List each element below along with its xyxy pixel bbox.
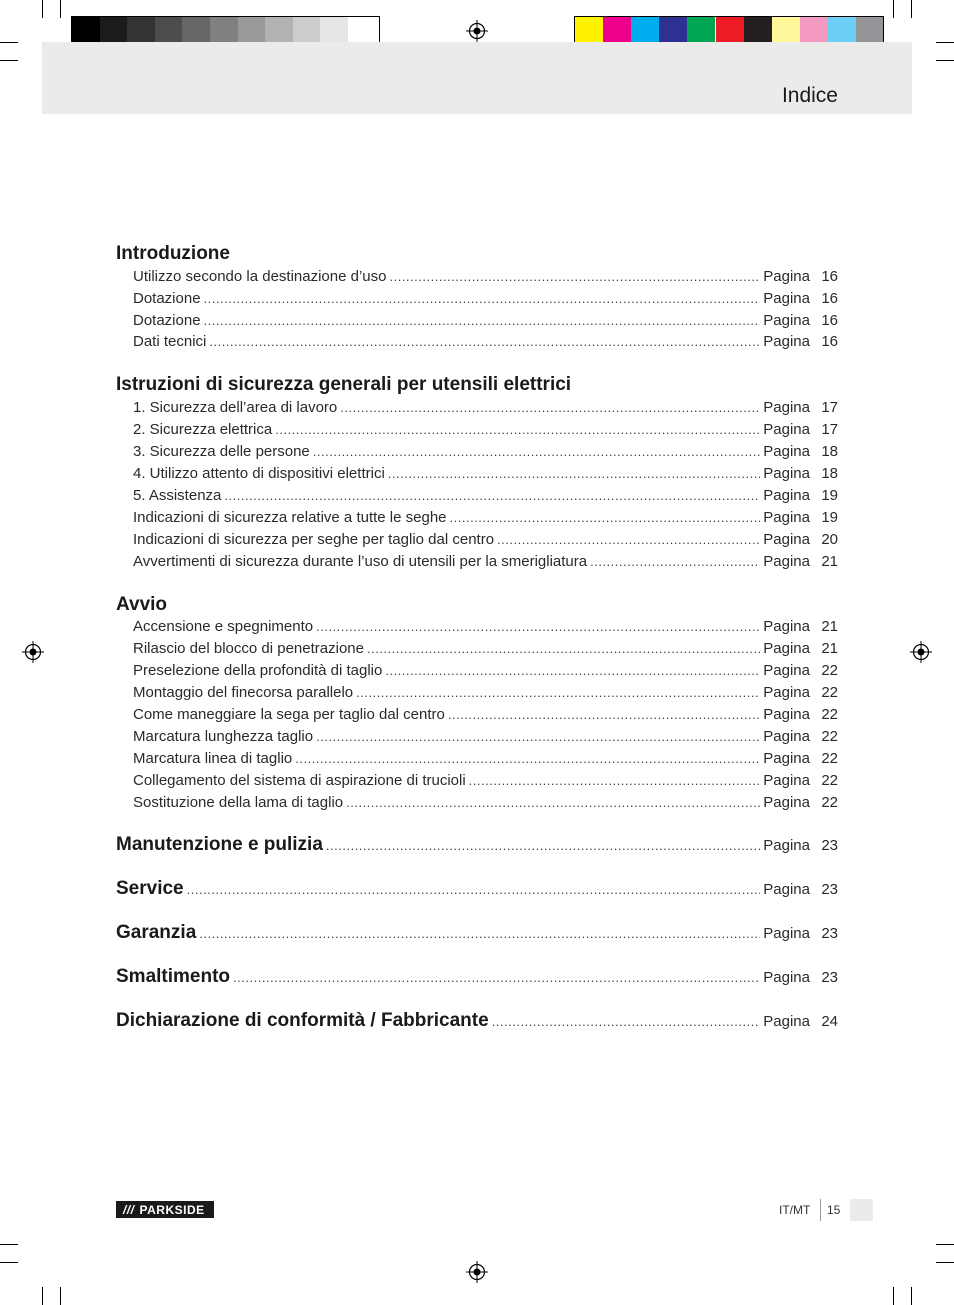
toc-row: [133, 553, 838, 573]
logo-text: PARKSIDE: [139, 1202, 205, 1217]
dot-leader: [450, 510, 761, 525]
page-title: Indice: [781, 84, 838, 107]
toc-entry-text: 3. Sicurezza delle persone: [133, 443, 310, 460]
page-ref: 23: [821, 925, 838, 942]
page-ref: 22: [821, 684, 838, 701]
page-ref: 22: [821, 728, 838, 745]
crop-mark: [42, 0, 43, 18]
registration-mark-icon: [466, 20, 488, 42]
toc-entry-text: Dati tecnici: [133, 333, 207, 351]
toc-row: [133, 268, 838, 288]
page-word: Pagina: [763, 399, 810, 416]
toc-entry-text: Collegamento del sistema di aspirazione di trucioli: [133, 772, 466, 789]
page-word: Pagina: [763, 333, 810, 351]
crop-mark: [42, 1287, 43, 1305]
toc-entry-text: 1. Sicurezza dell’area di lavoro: [133, 399, 338, 416]
page-ref: 22: [821, 794, 838, 811]
dot-leader: [204, 313, 761, 328]
footer-box: [850, 1199, 873, 1221]
crop-mark: [60, 0, 61, 18]
toc-entry-text: Manutenzione e pulizia: [116, 834, 323, 855]
crop-mark: [911, 1287, 912, 1305]
dot-leader: [316, 729, 760, 744]
section-title-introduzione: Introduzione: [116, 243, 230, 264]
logo-slashes: ///: [123, 1202, 135, 1217]
registration-mark-icon: [22, 641, 44, 663]
toc-entry-text: 4. Utilizzo attento di dispositivi elettrici: [133, 465, 385, 482]
crop-mark: [0, 1244, 18, 1245]
toc-entry-text: Marcatura lunghezza taglio: [133, 728, 314, 745]
page-ref: 20: [821, 531, 838, 548]
crop-mark: [936, 1244, 954, 1245]
page-word: Pagina: [763, 268, 810, 285]
crop-mark: [893, 0, 894, 18]
toc-entry-text: Garanzia: [116, 922, 197, 943]
toc-row: [133, 531, 838, 551]
dot-leader: [224, 488, 760, 503]
toc-row: [133, 684, 838, 704]
toc-row: [133, 772, 838, 792]
page-ref: 22: [821, 662, 838, 679]
page-word: Pagina: [763, 443, 810, 460]
section-title-sicurezza: Istruzioni di sicurezza generali per utensili elettrici: [116, 374, 572, 395]
page-ref: 21: [821, 640, 838, 657]
toc-entry-text: Service: [116, 878, 184, 899]
dot-leader: [326, 838, 760, 853]
page-ref: 24: [821, 1013, 838, 1030]
page-word: Pagina: [763, 618, 810, 635]
page-word: Pagina: [763, 662, 810, 679]
toc-entry-text: Montaggio del finecorsa parallelo: [133, 684, 354, 701]
toc-entry-text: Smaltimento: [116, 966, 231, 987]
dot-leader: [233, 970, 760, 985]
dot-leader: [316, 619, 760, 634]
crop-mark: [936, 42, 954, 43]
footer-language: IT/MT: [779, 1203, 811, 1217]
toc-entry-text: Avvertimenti di sicurezza durante l’uso di utensili per la smerigliatura: [133, 553, 588, 570]
page-word: Pagina: [763, 289, 810, 307]
page-ref: 18: [821, 443, 838, 460]
page-word: Pagina: [763, 640, 810, 657]
crop-mark: [0, 60, 18, 61]
page-ref: 16: [821, 333, 838, 351]
dot-leader: [356, 685, 760, 700]
footer-page-number: 15: [827, 1203, 841, 1217]
page-word: Pagina: [763, 925, 810, 942]
page-word: Pagina: [763, 421, 810, 438]
dot-leader: [388, 466, 761, 481]
page-ref: 21: [821, 618, 838, 635]
page-ref: 16: [821, 311, 838, 329]
toc-entry-text: Dichiarazione di conformità / Fabbricante: [116, 1010, 489, 1031]
dot-leader: [275, 422, 760, 437]
page-word: Pagina: [763, 553, 810, 570]
toc-row: [133, 443, 838, 463]
toc-main-row: [116, 922, 838, 946]
registration-mark-icon: [910, 641, 932, 663]
page-word: Pagina: [763, 509, 810, 526]
toc-entry-text: Indicazioni di sicurezza relative a tutte le seghe: [133, 509, 447, 526]
page-word: Pagina: [763, 728, 810, 745]
page-word: Pagina: [763, 311, 810, 329]
toc-row: [133, 750, 838, 770]
toc-entry-text: Dotazione: [133, 289, 201, 307]
page-ref: 23: [821, 837, 838, 854]
toc-row: [133, 794, 838, 814]
toc-row: [133, 662, 838, 682]
dot-leader: [204, 291, 761, 306]
toc-entry-text: Preselezione della profondità di taglio: [133, 662, 383, 679]
page-ref: 17: [821, 421, 838, 438]
toc-row: [133, 509, 838, 529]
toc-row: [133, 312, 838, 332]
crop-mark: [60, 1287, 61, 1305]
page-word: Pagina: [763, 772, 810, 789]
footer-divider: [820, 1199, 821, 1221]
dot-leader: [448, 707, 760, 722]
page-word: Pagina: [763, 684, 810, 701]
page-ref: 16: [821, 268, 838, 285]
page-word: Pagina: [763, 969, 810, 986]
page-ref: 21: [821, 553, 838, 570]
page-word: Pagina: [763, 794, 810, 811]
dot-leader: [492, 1014, 761, 1029]
toc-row: [133, 399, 838, 419]
page-word: Pagina: [763, 465, 810, 482]
toc-row: [133, 487, 838, 507]
crop-mark: [936, 60, 954, 61]
toc-entry-text: Dotazione: [133, 311, 201, 329]
page-word: Pagina: [763, 881, 810, 898]
dot-leader: [385, 663, 760, 678]
toc-row: [133, 465, 838, 485]
dot-leader: [469, 773, 761, 788]
page-ref: 23: [821, 881, 838, 898]
page-word: Pagina: [763, 487, 810, 504]
toc-main-row: [116, 878, 838, 902]
page-ref: 17: [821, 399, 838, 416]
toc-row: [133, 290, 838, 310]
page-word: Pagina: [763, 531, 810, 548]
toc-entry-text: 2. Sicurezza elettrica: [133, 421, 273, 438]
section-title-avvio: Avvio: [116, 594, 168, 615]
toc-entry-text: Sostituzione della lama di taglio: [133, 794, 344, 811]
dot-leader: [497, 532, 760, 547]
toc-row: [133, 421, 838, 441]
toc-main-row: [116, 1010, 838, 1034]
dot-leader: [209, 334, 760, 349]
crop-mark: [911, 0, 912, 18]
dot-leader: [313, 444, 761, 459]
toc-row: [133, 333, 838, 353]
dot-leader: [590, 554, 760, 569]
page-ref: 18: [821, 465, 838, 482]
parkside-logo: [116, 1201, 214, 1218]
toc-entry-text: Come maneggiare la sega per taglio dal centro: [133, 706, 445, 723]
dot-leader: [199, 926, 760, 941]
toc-row: [133, 640, 838, 660]
dot-leader: [187, 882, 761, 897]
toc-row: [133, 706, 838, 726]
page-ref: 19: [821, 487, 838, 504]
page-word: Pagina: [763, 1013, 810, 1030]
registration-mark-icon: [466, 1261, 488, 1283]
page-ref: 23: [821, 969, 838, 986]
dot-leader: [346, 795, 760, 810]
page-ref: 22: [821, 750, 838, 767]
page-ref: 16: [821, 289, 838, 307]
toc-entry-text: Accensione e spegnimento: [133, 618, 314, 635]
dot-leader: [389, 269, 760, 284]
crop-mark: [936, 1262, 954, 1263]
toc-entry-text: Rilascio del blocco di penetrazione: [133, 640, 364, 657]
toc-entry-text: Indicazioni di sicurezza per seghe per taglio dal centro: [133, 531, 495, 548]
crop-mark: [893, 1287, 894, 1305]
toc-row: [133, 728, 838, 748]
toc-entry-text: Utilizzo secondo la destinazione d’uso: [133, 268, 387, 285]
toc-main-row: [116, 834, 838, 858]
page-word: Pagina: [763, 706, 810, 723]
crop-mark: [0, 42, 18, 43]
page-ref: 22: [821, 772, 838, 789]
page-ref: 19: [821, 509, 838, 526]
page-word: Pagina: [763, 837, 810, 854]
toc-row: [133, 618, 838, 638]
crop-mark: [0, 1262, 18, 1263]
dot-leader: [295, 751, 760, 766]
dot-leader: [367, 641, 760, 656]
page-ref: 22: [821, 706, 838, 723]
toc-entry-text: Marcatura linea di taglio: [133, 750, 293, 767]
toc-entry-text: 5. Assistenza: [133, 487, 222, 504]
dot-leader: [340, 400, 760, 415]
toc-main-row: [116, 966, 838, 990]
page-word: Pagina: [763, 750, 810, 767]
